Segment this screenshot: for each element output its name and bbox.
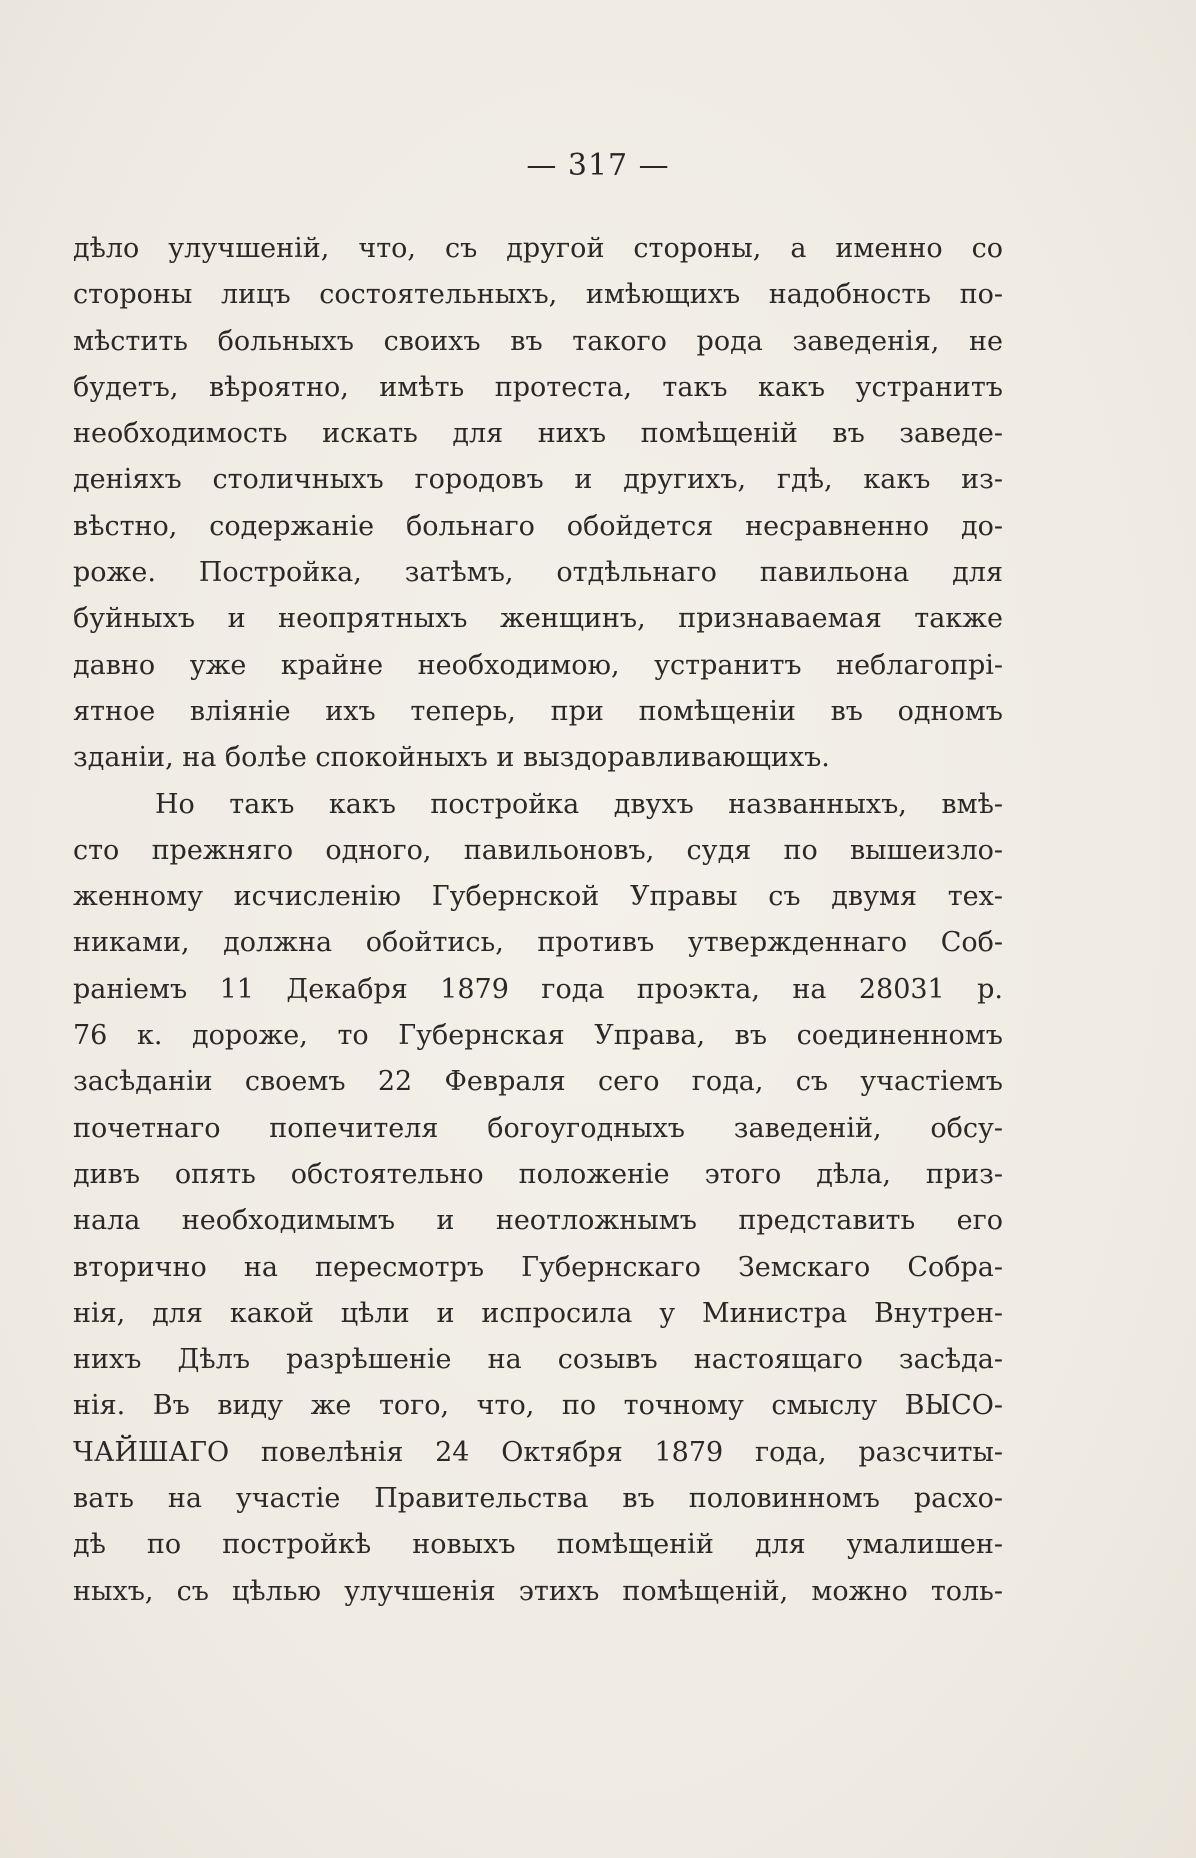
- paragraph-start-line: Но такъ какъ постройка двухъ названныхъ, вмѣ-: [155, 788, 1003, 820]
- text-line: вторично на пересмотръ Губернскаго Земскаго Собра-: [73, 1251, 1003, 1283]
- text-line: дѣ по постройкѣ новыхъ помѣщеній для умалишен-: [73, 1529, 1003, 1561]
- text-line: ятное вліяніе ихъ теперь, при помѣщеніи въ одномъ: [73, 695, 1003, 727]
- text-line: вѣстно, содержаніе больнаго обойдется несравненно до-: [73, 510, 1003, 542]
- text-line: сто прежняго одного, павильоновъ, судя по вышеизло-: [73, 834, 1003, 866]
- text-line: нія. Въ виду же того, что, по точному смыслу ВЫСО-: [73, 1390, 1003, 1422]
- paragraph-end-line: зданіи, на болѣе спокойныхъ и выздоравливающихъ.: [73, 742, 830, 774]
- body-text: [73, 226, 1003, 1615]
- text-line: ЧАЙШАГО повелѣнія 24 Октября 1879 года, разсчиты-: [73, 1436, 1003, 1468]
- text-line: необходимость искать для нихъ помѣщеній въ заведе-: [73, 418, 1003, 450]
- text-line: вать на участіе Правительства въ половинномъ расхо-: [73, 1483, 1003, 1515]
- text-line: раніемъ 11 Декабря 1879 года проэкта, на 28031 р.: [73, 973, 1003, 1005]
- text-line: роже. Постройка, затѣмъ, отдѣльнаго павильона для: [73, 557, 1003, 589]
- text-line: нихъ Дѣлъ разрѣшеніе на созывъ настоящаго засѣда-: [73, 1344, 1003, 1376]
- text-line: деніяхъ столичныхъ городовъ и другихъ, гдѣ, какъ из-: [73, 464, 1003, 496]
- text-line: почетнаго попечителя богоугодныхъ заведеній, обсу-: [73, 1112, 1003, 1144]
- text-line: давно уже крайне необходимою, устранитъ неблагопрі-: [73, 649, 1003, 681]
- text-line: нала необходимымъ и неотложнымъ представить его: [73, 1205, 1003, 1237]
- text-line: дивъ опять обстоятельно положеніе этого дѣла, приз-: [73, 1158, 1003, 1190]
- text-line: будетъ, вѣроятно, имѣть протеста, такъ какъ устранитъ: [73, 371, 1003, 403]
- text-line: мѣстить больныхъ своихъ въ такого рода заведенія, не: [73, 325, 1003, 357]
- text-line: никами, должна обойтись, противъ утвержденнаго Соб-: [73, 927, 1003, 959]
- text-line: дѣло улучшеній, что, съ другой стороны, а именно со: [73, 233, 1003, 264]
- text-line: буйныхъ и неопрятныхъ женщинъ, признаваемая также: [73, 603, 1003, 635]
- page-number: — 317 —: [526, 148, 670, 183]
- text-line: женному исчисленію Губернской Управы съ двумя тех-: [73, 881, 1003, 913]
- text-line: стороны лицъ состоятельныхъ, имѣющихъ надобность по-: [73, 279, 1003, 311]
- text-line: ныхъ, съ цѣлью улучшенія этихъ помѣщеній, можно толь-: [73, 1575, 1003, 1607]
- text-line: 76 к. дороже, то Губернская Управа, въ соединенномъ: [73, 1020, 1003, 1052]
- text-line: засѣданіи своемъ 22 Февраля сего года, съ участіемъ: [73, 1066, 1003, 1098]
- text-line: нія, для какой цѣли и испросила у Министра Внутрен-: [73, 1297, 1003, 1329]
